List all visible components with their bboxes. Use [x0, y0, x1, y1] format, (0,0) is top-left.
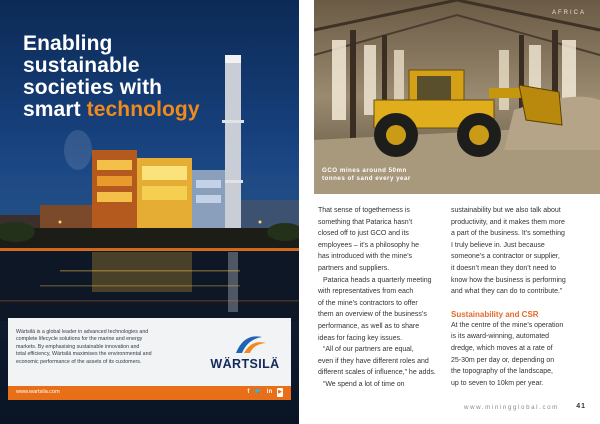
- advert-body-copy: [16, 329, 206, 366]
- body-line: a part of the business. It’s something: [451, 230, 565, 238]
- logo-swoosh-icon: [206, 331, 284, 357]
- body-line: closed off to just GCO and its: [318, 230, 409, 238]
- warehouse-loader-image: [314, 0, 600, 194]
- body-line: something that Patarica hasn’t: [318, 218, 413, 226]
- wartsila-logo: [206, 331, 284, 375]
- wartsila-advert: [0, 0, 299, 424]
- body-line: partners and suppliers.: [318, 264, 390, 272]
- headline-smart: smart: [23, 98, 87, 121]
- body-line: sustainability but we also talk about: [451, 207, 561, 214]
- body-line: different scales of influence,” he adds.: [318, 369, 436, 377]
- body-line: someone’s a contractor or supplier,: [451, 253, 560, 261]
- body-line: of the mine’s contractors to offer: [318, 299, 418, 307]
- ad-copy-line: complete lifecycle solutions for the marine and energy: [16, 336, 143, 343]
- body-line: the topography of the landscape,: [451, 368, 553, 376]
- subheading-sustainability: Sustainability and CSR: [451, 309, 539, 319]
- headline-line-4: [23, 99, 273, 121]
- folio-url[interactable]: www.miningglobal.com: [464, 404, 559, 411]
- photo-caption: [322, 167, 432, 183]
- body-line: Patarica heads a quarterly meeting: [323, 276, 432, 284]
- article-page: [300, 0, 600, 424]
- body-line: That sense of togetherness is: [318, 207, 410, 214]
- headline-technology: technology: [86, 98, 200, 121]
- ad-copy-line: total efficiency, Wärtsilä maximises the environmental and: [16, 351, 152, 358]
- ad-copy-line: Wärtsilä is a global leader in advanced technologies and: [16, 329, 149, 335]
- wheel-loader-photo: [314, 0, 600, 194]
- body-line: with representatives from each: [318, 288, 414, 296]
- youtube-icon[interactable]: ▶: [278, 389, 282, 395]
- body-line: know how the business is performing: [451, 276, 566, 284]
- body-line: “We spend a lot of time on: [323, 380, 405, 388]
- headline-line-1: Enabling: [23, 32, 113, 55]
- logo-wordmark: WÄRTSILÄ: [210, 357, 280, 371]
- body-line: ideas for facing key issues.: [318, 334, 403, 342]
- twitter-icon[interactable]: 🐦: [254, 389, 262, 395]
- headline-line-3: societies with: [23, 76, 163, 99]
- body-line: them an overview of the business’s: [318, 311, 427, 319]
- ad-copy-line: markets. By emphasising sustainable innovation and: [16, 343, 140, 350]
- advert-url-link[interactable]: www.wartsila.com: [16, 389, 60, 395]
- body-line: “All of our partners are equal,: [323, 346, 414, 354]
- caption-line: GCO mines around 50mn: [322, 167, 407, 174]
- social-icons: [247, 388, 283, 397]
- advert-headline: [23, 33, 273, 121]
- section-tag-africa: AFRICA: [551, 10, 586, 16]
- body-line: up to seven to 10km per year.: [451, 379, 544, 387]
- body-line: has introduced with the mine’s: [318, 253, 413, 261]
- linkedin-icon[interactable]: in: [266, 389, 273, 395]
- body-line: and what they can do to contribute.”: [451, 288, 563, 296]
- body-line: I truly believe in. Just because: [451, 241, 545, 249]
- body-line: 25-30m per day or, depending on: [451, 356, 555, 364]
- article-column-1: [318, 205, 448, 391]
- article-column-2: [451, 205, 581, 389]
- body-line: even if they have different roles and: [318, 357, 429, 365]
- body-line: employees – it’s a philosophy he: [318, 241, 420, 249]
- headline-line-2: sustainable: [23, 54, 140, 77]
- facebook-icon[interactable]: f: [247, 389, 250, 395]
- body-line: performance, as well as to share: [318, 322, 420, 330]
- ad-copy-line: economic performance of the assets of its customers.: [16, 358, 142, 365]
- body-line: At the centre of the mine’s operation: [451, 321, 564, 329]
- advert-info-box: [8, 318, 291, 386]
- caption-line: tonnes of sand every year: [322, 175, 411, 182]
- advert-footer-bar: [8, 386, 291, 400]
- body-line: productivity, and it makes them more: [451, 218, 565, 226]
- body-line: is its award-winning, automated: [451, 333, 550, 341]
- page-number: 41: [576, 403, 586, 410]
- body-line: it doesn’t mean they don’t need to: [451, 264, 557, 272]
- body-line: dredge, which moves at a rate of: [451, 344, 553, 352]
